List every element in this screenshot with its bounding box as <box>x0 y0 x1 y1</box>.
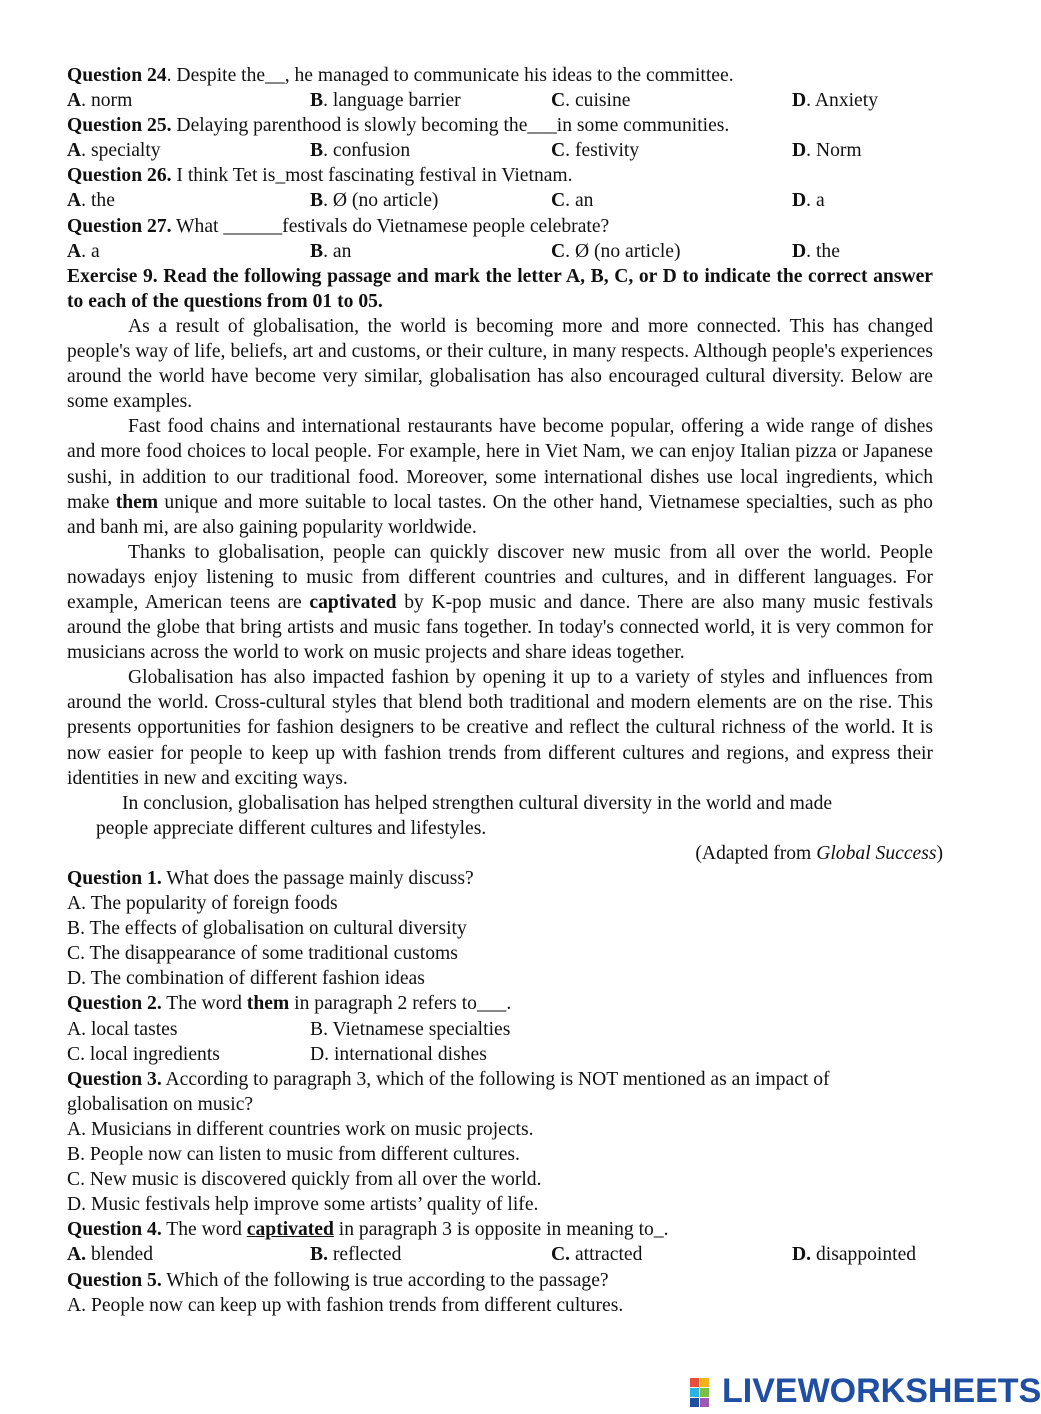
option-a[interactable]: A. specialty <box>67 140 161 162</box>
liveworksheets-logo <box>690 1372 1041 1412</box>
exercise-title: Exercise 9. Read the following passage and mark the letter A, B, C, or D to indicate the correct answer to each of the questions from 01 to 05. <box>67 265 933 312</box>
question-2-options-row-1 <box>67 1017 933 1042</box>
question-5-stem: Question 5. Which of the following is true according to the passage? <box>67 1269 609 1291</box>
question-label: Question 4. <box>67 1219 162 1241</box>
question-24-options <box>67 88 933 113</box>
option-b[interactable]: B. confusion <box>310 140 411 162</box>
question-4-options <box>67 1242 933 1267</box>
question-26-options <box>67 188 933 213</box>
question-3-option-a[interactable]: A. Musicians in different countries work on music projects. <box>67 1118 534 1140</box>
option-d[interactable]: D. a <box>792 190 825 212</box>
highlighted-word-them: them <box>115 491 159 513</box>
question-label: Question 1. <box>67 868 162 889</box>
question-3-option-b[interactable]: B. People now can listen to music from different cultures. <box>67 1144 520 1166</box>
question-24-stem: Question 24. Despite the__, he managed to communicate his ideas to the committee. <box>67 65 734 86</box>
passage-source: (Adapted from Global Success) <box>695 842 943 864</box>
option-c[interactable]: C. attracted <box>551 1244 643 1266</box>
question-label: Question 3. <box>67 1068 162 1090</box>
question-25-stem: Question 25. Delaying parenthood is slowly becoming the___in some communities. <box>67 115 730 137</box>
question-2-stem: Question 2. The word them in paragraph 2 refers to___. <box>67 993 512 1015</box>
option-d[interactable]: D. the <box>792 240 840 262</box>
worksheet-page <box>67 63 943 1318</box>
question-3-option-d[interactable]: D. Music festivals help improve some artists’ quality of life. <box>67 1194 539 1216</box>
question-2-option-c[interactable]: C. local ingredients <box>67 1043 220 1065</box>
option-d[interactable]: D. disappointed <box>792 1244 917 1266</box>
option-b[interactable]: B. reflected <box>310 1244 402 1266</box>
question-3-stem-cont: globalisation on music? <box>67 1093 254 1115</box>
option-b[interactable]: B. an <box>310 240 352 262</box>
option-a[interactable]: A. blended <box>67 1244 153 1266</box>
question-2-options-row-2 <box>67 1042 933 1067</box>
liveworksheets-logo-text: LIVEWORKSHEETS <box>722 1372 1041 1411</box>
liveworksheets-logo-icon <box>690 1378 718 1406</box>
question-2-option-d[interactable]: D. international dishes <box>310 1043 487 1065</box>
underlined-word-captivated: captivated <box>246 1219 334 1241</box>
option-a[interactable]: A. norm <box>67 90 133 112</box>
question-label: Question 5. <box>67 1269 162 1291</box>
question-1-stem: Question 1. What does the passage mainly discuss? <box>67 868 474 889</box>
option-c[interactable]: C. festivity <box>551 140 640 162</box>
question-2-option-b[interactable]: B. Vietnamese specialties <box>310 1018 511 1040</box>
passage-paragraph-5: In conclusion, globalisation has helped strengthen cultural diversity in the world and made people appreciate different cultures and lifestyles. <box>96 792 833 839</box>
question-1-option-a[interactable]: A. The popularity of foreign foods <box>67 893 338 915</box>
question-2-option-a[interactable]: A. local tastes <box>67 1018 178 1040</box>
question-label: Question 26. <box>67 165 172 187</box>
question-3-stem: Question 3. According to paragraph 3, which of the following is NOT mentioned as an impact of <box>67 1068 830 1090</box>
passage-paragraph-4: Globalisation has also impacted fashion by opening it up to a variety of styles and influences from around the world. Cross-cultural styles that blend both traditional and modern elements are on the rise. This presents opportunities for fashion designers to be creative and reflect the cultural richness of the world. It is now easier for people to keep up with fashion trends from different cultures and regions, and express their identities in new and exciting ways. <box>67 667 933 789</box>
question-label: Question 25. <box>67 115 172 137</box>
passage-paragraph-3: Thanks to globalisation, people can quickly discover new music from all over the world. People nowadays enjoy listening to music from different countries and cultures, and in different languages. For example, American teens are captivated by K-pop music and dance. There are also many music festivals around the globe that bring artists and music fans together. In today's connected world, it is very common for musicians across the world to work on music projects and share ideas together. <box>67 541 933 664</box>
passage-paragraph-2: Fast food chains and international restaurants have become popular, offering a wide range of dishes and more food choices to local people. For example, here in Viet Nam, we can enjoy Italian pizza or Japanese sushi, in addition to our traditional food. Moreover, some international dishes use local ingredients, which make them unique and more suitable to local tastes. On the other hand, Vietnamese specialties, such as pho and banh mi, are also gaining popularity worldwide. <box>67 416 933 538</box>
question-1-option-d[interactable]: D. The combination of different fashion ideas <box>67 968 425 990</box>
question-label: Question 2. <box>67 993 162 1015</box>
option-d[interactable]: D. Anxiety <box>792 90 878 112</box>
question-27-options <box>67 239 933 264</box>
option-c[interactable]: C. an <box>551 190 594 212</box>
option-c[interactable]: C. Ø (no article) <box>551 240 681 262</box>
option-b[interactable]: B. Ø (no article) <box>310 190 439 212</box>
option-c[interactable]: C. cuisine <box>551 90 631 112</box>
question-label: Question 24 <box>67 65 167 86</box>
question-3-option-c[interactable]: C. New music is discovered quickly from all over the world. <box>67 1169 542 1191</box>
question-26-stem: Question 26. I think Tet is_most fascinating festival in Vietnam. <box>67 165 573 187</box>
question-1-option-c[interactable]: C. The disappearance of some traditional customs <box>67 943 458 965</box>
question-label: Question 27. <box>67 215 172 237</box>
question-27-stem: Question 27. What ______festivals do Vietnamese people celebrate? <box>67 215 610 237</box>
option-b[interactable]: B. language barrier <box>310 90 461 112</box>
question-1-option-b[interactable]: B. The effects of globalisation on cultural diversity <box>67 918 467 940</box>
source-title: Global Success <box>816 842 937 864</box>
option-d[interactable]: D. Norm <box>792 140 862 162</box>
passage-paragraph-1: As a result of globalisation, the world is becoming more and more connected. This has changed people's way of life, beliefs, art and customs, or their culture, in many respects. Although people's experiences around the world have become very similar, globalisation has also encouraged cultural diversity. Below are some examples. <box>67 315 933 413</box>
question-4-stem: Question 4. The word captivated in paragraph 3 is opposite in meaning to_. <box>67 1219 669 1241</box>
option-a[interactable]: A. a <box>67 240 100 262</box>
question-25-options <box>67 138 933 163</box>
question-5-option-a[interactable]: A. People now can keep up with fashion trends from different cultures. <box>67 1294 624 1316</box>
highlighted-word-captivated: captivated <box>309 591 397 613</box>
option-a[interactable]: A. the <box>67 190 115 212</box>
